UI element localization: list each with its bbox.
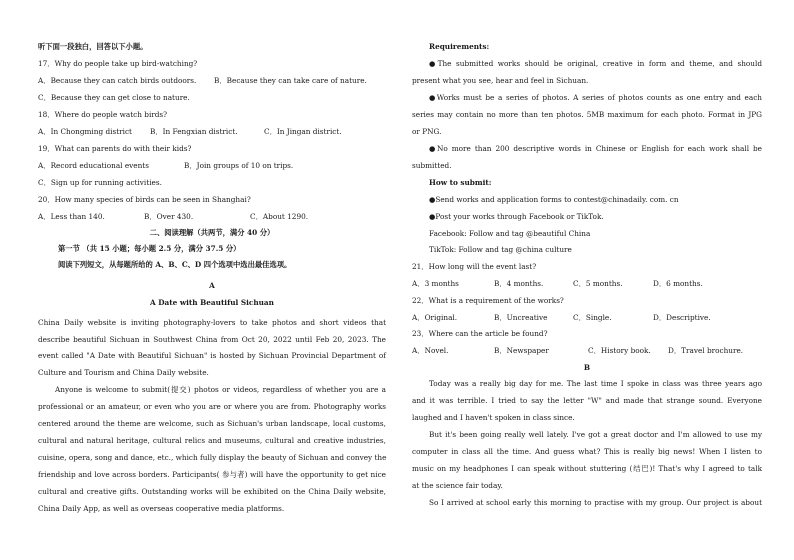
option-20a: A．Less than 140.: [38, 212, 105, 221]
option-23b: B．Newspaper: [494, 346, 549, 355]
passage-a-letter: A: [209, 281, 215, 290]
question-23: 23．Where can the article be found?: [412, 329, 548, 338]
option-22d: D．Descriptive.: [653, 313, 711, 322]
para-a1-line: describe beautiful Sichuan in Southwest China from Oct 20, 2022 until Feb 20, 2023. The: [38, 335, 386, 344]
requirement-2-line: series may contain no more than ten photos. 5MB maximum for each photo. Format in JPG: [412, 110, 762, 119]
para-a1-line: China Daily website is inviting photography-lovers to take photos and short videos that: [38, 318, 386, 327]
para-b1-line: laughed and I haven't spoken in class since.: [412, 413, 575, 422]
section-one-heading: 第一节 （共 15 小题；每小题 2.5 分，满分 37.5 分）: [58, 244, 241, 253]
question-18: 18．Where do people watch birds?: [38, 110, 168, 119]
option-22a: A．Original.: [412, 313, 458, 322]
option-17c: C．Because they can get close to nature.: [38, 93, 190, 102]
para-a1-line: Culture and Tourism and China Daily website.: [38, 368, 209, 377]
option-18b: B．In Fengxian district.: [150, 127, 238, 136]
requirement-2-line: or PNG.: [412, 127, 442, 136]
para-b2-line: But it's been going really well lately. I've got a great doctor and I'm allowed to use my: [429, 430, 762, 439]
para-b2-line: computer in class all the time. And guess what? This is really big news! When I listen to: [412, 447, 762, 456]
para-a2-line: China Daily App, as well as overseas cooperative media platforms.: [38, 504, 285, 513]
option-19a: A．Record educational events: [38, 161, 149, 170]
option-17a: A．Because they can catch birds outdoors.: [38, 76, 197, 85]
requirements-header: Requirements:: [429, 42, 490, 51]
option-21b: B．4 months.: [494, 279, 544, 288]
option-20b: B．Over 430.: [144, 212, 194, 221]
option-19c: C．Sign up for running activities.: [38, 178, 162, 187]
requirement-1-line: ●The submitted works should be original, creative in form and theme, and should: [429, 59, 762, 68]
para-a2-line: cultural and creative gifts. Outstanding works will be exhibited on the China Daily website,: [38, 487, 386, 496]
para-b2-line: at the science fair today.: [412, 481, 503, 490]
option-22c: C．Single.: [573, 313, 612, 322]
option-23c: C．History book.: [588, 346, 651, 355]
option-22b: B．Uncreative: [494, 313, 548, 322]
passage-a-title: A Date with Beautiful Sichuan: [150, 298, 274, 307]
option-18c: C．In Jingan district.: [264, 127, 342, 136]
para-b1-line: Today was a really big day for me. The last time I spoke in class was three years ago: [429, 379, 762, 388]
submit-email-line: ●Send works and application forms to contest@chinadaily. com. cn: [429, 195, 679, 204]
para-a2-line: friendship and love across borders. Participants( 参与者) will have the opportunity to get nice: [38, 470, 386, 479]
question-20: 20．How many species of birds can be seen in Shanghai?: [38, 195, 251, 204]
option-19b: B．Join groups of 10 on trips.: [184, 161, 294, 170]
requirement-3-line: ●No more than 200 descriptive words in Chinese or English for each work shall be: [429, 144, 762, 153]
part-two-heading: 二、阅读理解（共两节，满分 40 分）: [149, 228, 275, 237]
submit-social-line: ●Post your works through Facebook or TikTok.: [429, 212, 604, 221]
option-21d: D．6 months.: [653, 279, 703, 288]
question-19: 19．What can parents do with their kids?: [38, 144, 192, 153]
listening-header: 听下面一段独白，回答以下小题。: [38, 42, 148, 51]
para-a2-line: professional or an amateur, or even who you are or where you are from. Photography works: [38, 402, 386, 411]
requirement-2-line: ●Works must be a series of photos. A series of photos counts as one entry and each: [429, 93, 762, 102]
para-a2-line: cultural and natural heritage, cultural relics and museums, cultural and creative industries,: [38, 436, 386, 445]
option-21a: A．3 months: [412, 279, 459, 288]
option-20c: C．About 1290.: [250, 212, 309, 221]
question-22: 22．What is a requirement of the works?: [412, 296, 564, 305]
para-b3-line: So I arrived at school early this morning to practise with my group. Our project is about: [429, 498, 762, 507]
option-17b: B．Because they can take care of nature.: [214, 76, 367, 85]
para-b1-line: and it was terrible. I tried to say the letter "W" and made that strange sound. Everyone: [412, 396, 762, 405]
question-21: 21．How long will the event last?: [412, 262, 537, 271]
para-a1-line: event called "A Date with Beautiful Sichuan" is hosted by Sichuan Provincial Department of: [38, 351, 386, 360]
option-23a: A．Novel.: [412, 346, 449, 355]
para-a2-line: cuisine, opera, song and dance, etc., which fully display the beauty of Sichuan and convey the: [38, 453, 387, 462]
reading-instruction: 阅读下列短文，从每题所给的 A、B、C、D 四个选项中选出最佳选项。: [58, 260, 292, 269]
option-21c: C．5 months.: [573, 279, 623, 288]
facebook-line: Facebook: Follow and tag @beautiful China: [429, 229, 591, 238]
how-to-submit-header: How to submit:: [429, 178, 492, 187]
para-a2-line: centered around the theme are welcome, such as Sichuan's urban landscape, local customs,: [38, 419, 386, 428]
requirement-3-line: submitted.: [412, 161, 452, 170]
requirement-1-line: present what you see, hear and feel in Sichuan.: [412, 76, 589, 85]
question-17: 17．Why do people take up bird-watching?: [38, 59, 198, 68]
tiktok-line: TikTok: Follow and tag @china culture: [429, 245, 572, 254]
para-a2-line: Anyone is welcome to submit(提交) photos or videos, regardless of whether you are a: [55, 385, 386, 394]
option-23d: D．Travel brochure.: [668, 346, 744, 355]
para-b2-line: music on my headphones I can speak without stuttering (结巴)! That's why I agreed to talk: [412, 464, 762, 473]
passage-b-letter: B: [583, 363, 591, 372]
option-18a: A．In Chongming district: [38, 127, 132, 136]
